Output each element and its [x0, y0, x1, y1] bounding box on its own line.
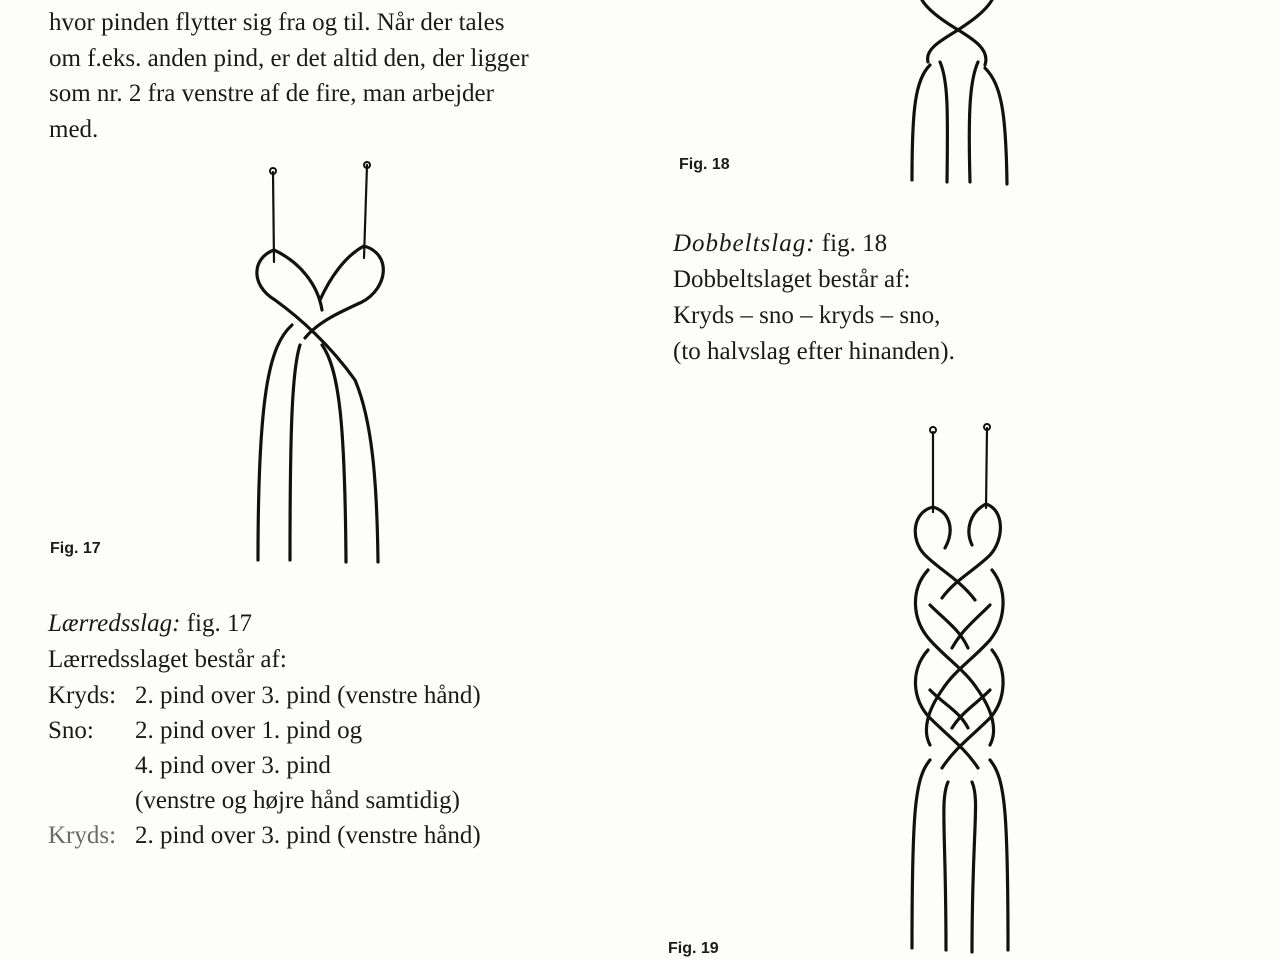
step-label: Kryds: — [48, 822, 117, 849]
dobbeltslag-figref: fig. 18 — [815, 230, 888, 257]
dobbeltslag-title: Dobbeltslag: — [673, 230, 816, 257]
fig17-caption: Fig. 17 — [50, 540, 101, 557]
intro-line: hvor pinden flytter sig fra og til. Når der tales — [49, 9, 505, 36]
step-text: 2. pind over 1. pind og — [135, 717, 363, 744]
dobbeltslag-line: Kryds – sno – kryds – sno, — [673, 302, 941, 329]
fig19-loop-left-in — [933, 507, 950, 548]
fig19-braid-4 — [952, 605, 990, 648]
fig19-braid-3 — [930, 605, 968, 648]
intro-line: om f.eks. anden pind, er det altid den, der ligger — [49, 44, 529, 72]
fig19-strand-outer-right — [990, 760, 1008, 950]
fig19-strand-mid-right — [972, 782, 976, 952]
step-text: 2. pind over 3. pind (venstre hånd) — [135, 682, 481, 709]
fig19-strand-outer-left — [912, 760, 930, 948]
laerredsslag-title: Lærredsslag: — [48, 610, 181, 637]
laerredsslag-intro: Lærredsslaget består af: — [48, 645, 287, 673]
fig19-loop-left — [915, 507, 975, 600]
fig19-pin-right — [986, 428, 987, 508]
step-text: 4. pind over 3. pind — [135, 752, 331, 779]
intro-line: med. — [49, 115, 99, 143]
intro-line: som nr. 2 fra venstre af de fire, man arbejder — [49, 80, 494, 107]
dobbeltslag-line: (to halvslag efter hinanden). — [673, 338, 955, 365]
laerredsslag-figref: fig. 17 — [180, 610, 252, 637]
dobbeltslag-line: Dobbeltslaget består af: — [673, 266, 911, 293]
step-text: 2. pind over 3. pind (venstre hånd) — [135, 822, 481, 849]
step-label: Kryds: — [48, 682, 117, 709]
fig19-caption: Fig. 19 — [668, 940, 719, 957]
fig19-loop-right-in — [969, 504, 986, 545]
step-label: Sno: — [48, 717, 94, 744]
step-text: (venstre og højre hånd samtidig) — [135, 787, 460, 814]
fig19-strand-mid-left — [944, 782, 948, 950]
fig18-caption: Fig. 18 — [679, 156, 730, 173]
